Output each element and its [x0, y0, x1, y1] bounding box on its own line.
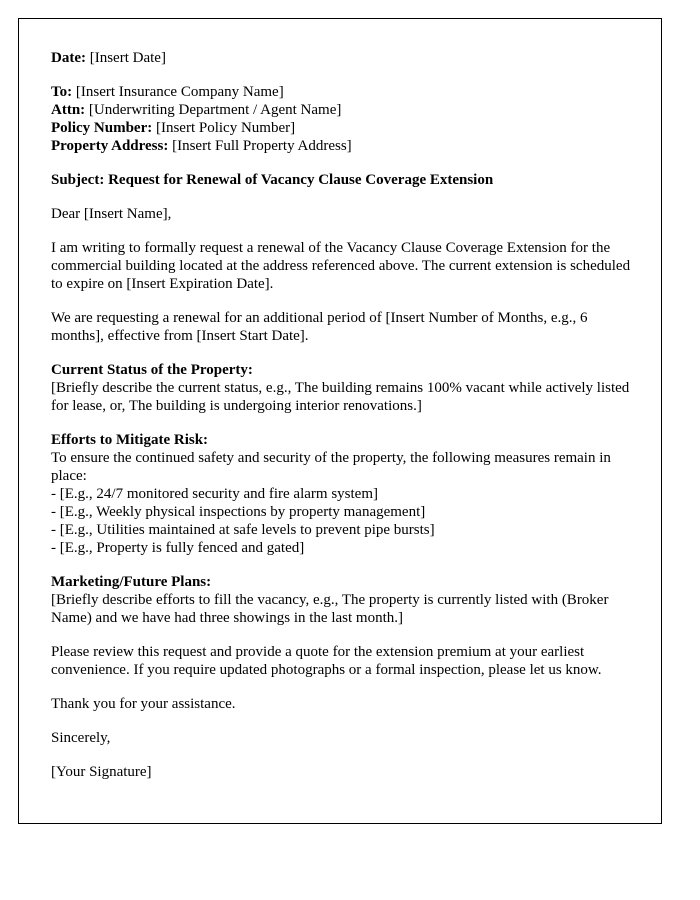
property-address-label: Property Address:	[51, 138, 169, 154]
marketing-heading: Marketing/Future Plans:	[51, 574, 212, 590]
subject-line: Subject: Request for Renewal of Vacancy Clause Coverage Extension	[51, 172, 494, 188]
signature-placeholder: [Your Signature]	[51, 764, 152, 780]
request-paragraph: We are requesting a renewal for an additional period of [Insert Number of Months, e.g., 6 months], effective from [Insert Start Date].	[51, 310, 588, 344]
signoff-line: Sincerely,	[51, 730, 111, 746]
letter-body	[18, 18, 662, 824]
mitigation-item: - [E.g., Property is fully fenced and gated]	[51, 540, 305, 556]
marketing-section	[51, 573, 631, 627]
policy-number-label: Policy Number:	[51, 120, 153, 136]
closing-paragraph: Please review this request and provide a quote for the extension premium at your earliest convenience. If you require updated photographs or a formal inspection, please let us know.	[51, 644, 602, 678]
mitigation-item: - [E.g., Utilities maintained at safe levels to prevent pipe bursts]	[51, 522, 435, 538]
salutation: Dear [Insert Name],	[51, 206, 172, 222]
mitigate-risk-intro: To ensure the continued safety and security of the property, the following measures remain in place:	[51, 450, 611, 484]
date-label: Date:	[51, 50, 86, 66]
property-address-value: [Insert Full Property Address]	[172, 138, 352, 154]
current-status-section	[51, 361, 631, 415]
mitigation-item: - [E.g., Weekly physical inspections by property management]	[51, 504, 426, 520]
to-value: [Insert Insurance Company Name]	[75, 84, 284, 100]
attn-value: [Underwriting Department / Agent Name]	[88, 102, 342, 118]
policy-number-value: [Insert Policy Number]	[155, 120, 296, 136]
current-status-heading: Current Status of the Property:	[51, 362, 253, 378]
mitigate-risk-heading: Efforts to Mitigate Risk:	[51, 432, 209, 448]
attn-line	[51, 101, 631, 119]
to-label: To:	[51, 84, 73, 100]
date-line	[51, 49, 631, 67]
attn-label: Attn:	[51, 102, 86, 118]
recipient-block	[51, 83, 631, 155]
intro-paragraph: I am writing to formally request a renewal of the Vacancy Clause Coverage Extension for the commercial building located at the address referenced above. The current extension is scheduled to expire on [Insert Expiration Date].	[51, 240, 631, 292]
policy-number-line	[51, 119, 631, 137]
marketing-body: [Briefly describe efforts to fill the vacancy, e.g., The property is currently listed with (Broker Name) and we have had three showings in the last month.]	[51, 592, 609, 626]
mitigation-list	[51, 485, 631, 557]
mitigation-item: - [E.g., 24/7 monitored security and fire alarm system]	[51, 486, 378, 502]
to-line	[51, 83, 631, 101]
current-status-body: [Briefly describe the current status, e.g., The building remains 100% vacant while actively listed for lease, or, The building is undergoing interior renovations.]	[51, 380, 630, 414]
date-value: [Insert Date]	[89, 50, 166, 66]
property-address-line	[51, 137, 631, 155]
mitigate-risk-section	[51, 431, 631, 557]
thanks-line: Thank you for your assistance.	[51, 696, 236, 712]
